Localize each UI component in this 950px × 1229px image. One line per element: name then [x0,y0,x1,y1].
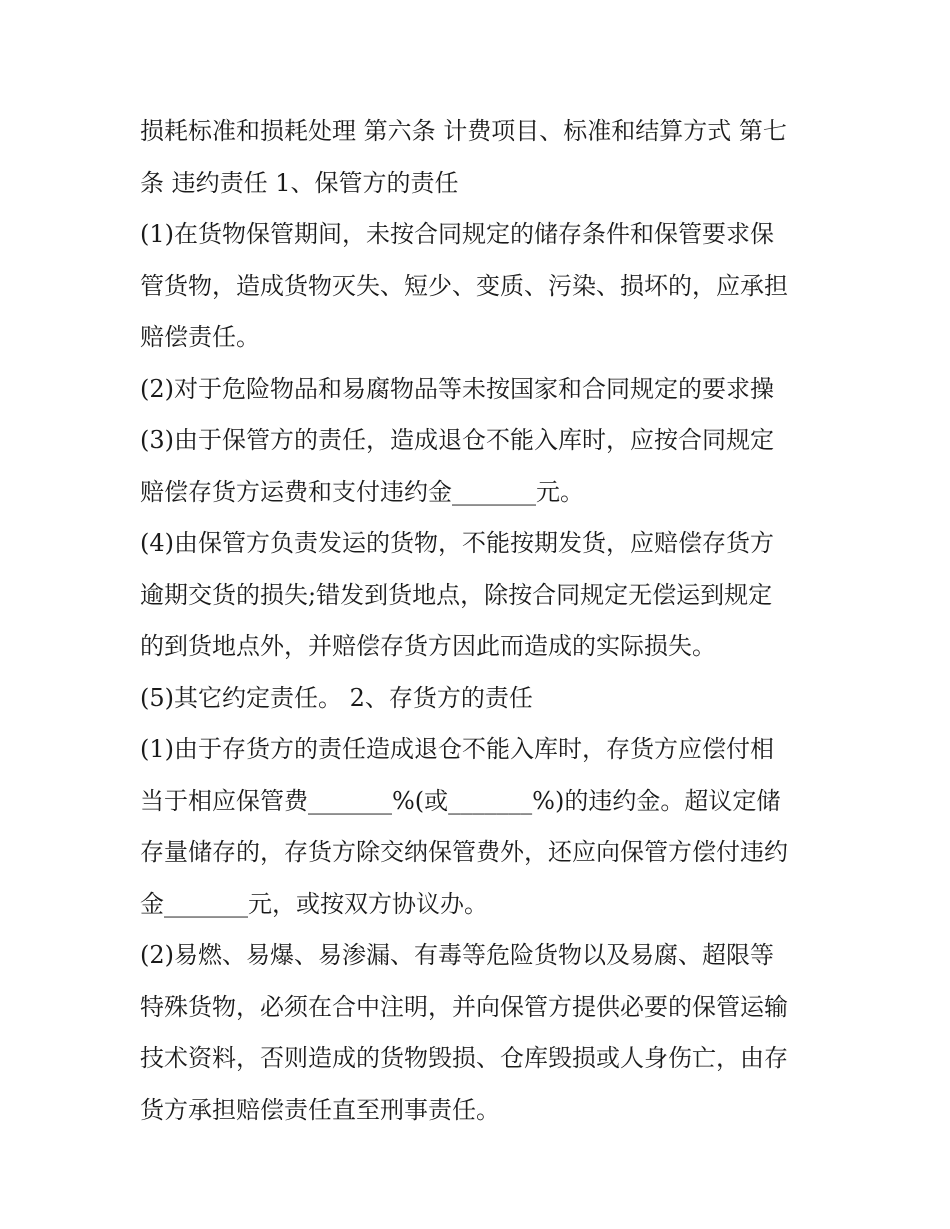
text-line: 条 违约责任 1、保管方的责任 [140,168,459,197]
text-line: 金_______元，或按双方协议办。 [140,889,488,918]
text-line: (3)由于保管方的责任，造成退仓不能入库时，应按合同规定 [140,426,774,454]
text-line: 特殊货物，必须在合中注明，并向保管方提供必要的保管运输 [140,992,788,1021]
text-line: (4)由保管方负责发运的货物，不能按期发货，应赔偿存货方 [140,529,774,557]
text-line: 当于相应保管费_______%(或_______%)的违约金。超议定储 [140,786,781,815]
text-line: 存量储存的，存货方除交纳保管费外，还应向保管方偿付违约 [140,838,788,866]
text-line: (2)对于危险物品和易腐物品等未按国家和合同规定的要求操 [140,374,774,403]
text-line: (2)易燃、易爆、易渗漏、有毒等危险货物以及易腐、超限等 [140,941,774,969]
text-line: 损耗标准和损耗处理 第六条 计费项目、标准和结算方式 第七 [140,117,787,145]
text-line: 逾期交货的损失;错发到货地点，除按合同规定无偿运到规定 [140,580,773,609]
document-body [140,106,820,1136]
text-line: (1)在货物保管期间，未按合同规定的储存条件和保管要求保 [140,220,774,248]
text-line: (1)由于存货方的责任造成退仓不能入库时，存货方应偿付相 [140,735,774,763]
text-line: (5)其它约定责任。 2、存货方的责任 [140,683,533,712]
text-line: 的到货地点外，并赔偿存货方因此而造成的实际损失。 [140,632,716,660]
text-line: 管货物，造成货物灭失、短少、变质、污染、损坏的，应承担 [140,271,788,300]
text-line: 技术资料，否则造成的货物毁损、仓库毁损或人身伤亡，由存 [140,1044,788,1072]
text-line: 货方承担赔偿责任直至刑事责任。 [140,1095,500,1124]
text-line: 赔偿责任。 [140,323,260,351]
text-line: 赔偿存货方运费和支付违约金_______元。 [140,477,584,506]
